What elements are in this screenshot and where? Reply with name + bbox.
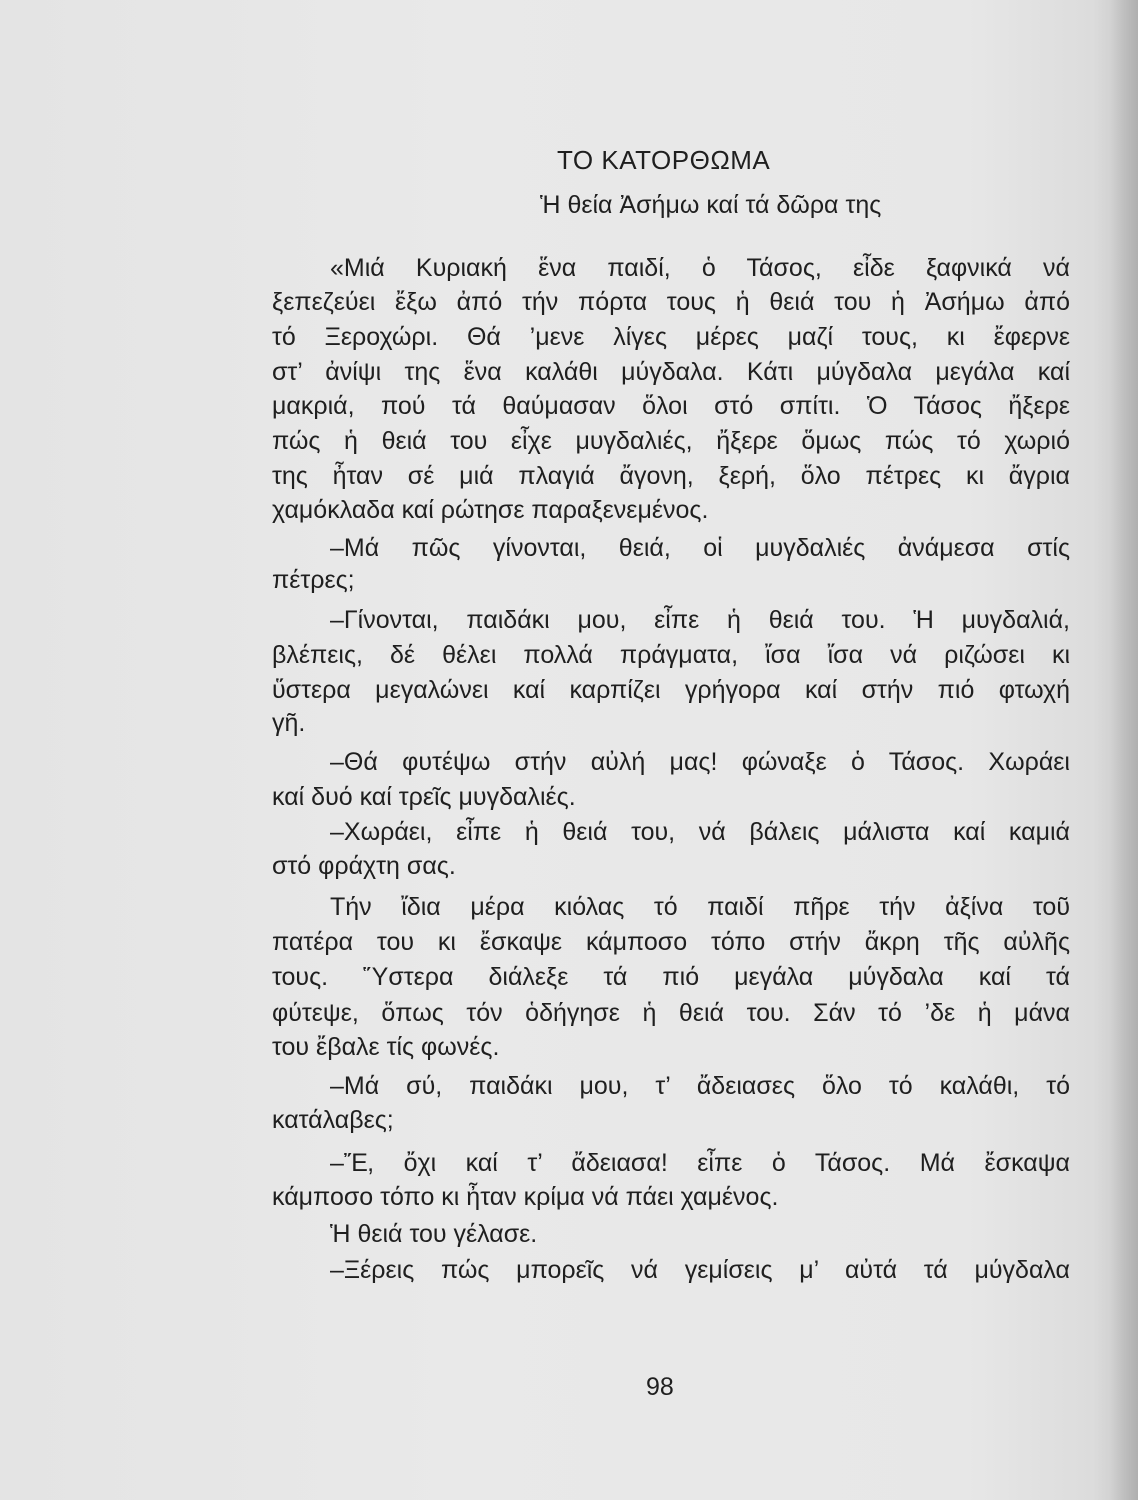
text-line: τους. Ὕστερα διάλεξε τά πιό μεγάλα μύγδαλα καί τά — [272, 963, 1070, 991]
chapter-subtitle: Ἡ θεία Ἀσήμω καί τά δῶρα της — [540, 191, 882, 219]
text-line: Τήν ἴδια μέρα κιόλας τό παιδί πῆρε τήν ἀξίνα τοῦ — [330, 893, 1070, 921]
text-line: πέτρες; — [272, 566, 355, 594]
page-number: 98 — [646, 1373, 674, 1401]
text-line: –Μά πῶς γίνονται, θειά, οἱ μυγδαλιές ἀνάμεσα στίς — [330, 534, 1070, 562]
text-line: χαμόκλαδα καί ρώτησε παραξενεμένος. — [272, 496, 709, 524]
text-line: ὕστερα μεγαλώνει καί καρπίζει γρήγορα καί στήν πιό φτωχή — [272, 676, 1070, 704]
text-line: γῆ. — [272, 709, 306, 737]
text-line: καί δυό καί τρεῖς μυγδαλιές. — [272, 783, 576, 811]
page-edge-shadow — [1110, 0, 1138, 1500]
text-line: του ἔβαλε τίς φωνές. — [272, 1033, 500, 1061]
text-line: –Θά φυτέψω στήν αὐλή μας! φώναξε ὁ Τάσος. Χωράει — [330, 748, 1070, 776]
text-line: στ’ ἀνίψι της ἕνα καλάθι μύγδαλα. Κάτι μύγδαλα μεγάλα καί — [272, 358, 1070, 386]
text-line: –Γίνονται, παιδάκι μου, εἶπε ἡ θειά του. Ἡ μυγδαλιά, — [330, 606, 1070, 634]
text-line: ξεπεζεύει ἔξω ἀπό τήν πόρτα τους ἡ θειά του ἡ Ἀσήμω ἀπό — [272, 288, 1070, 316]
text-line: κατάλαβες; — [272, 1106, 394, 1134]
text-line: –Μά σύ, παιδάκι μου, τ’ ἄδειασες ὅλο τό καλάθι, τό — [330, 1072, 1070, 1100]
text-line: κάμποσο τόπο κι ἦταν κρίμα νά πάει χαμένος. — [272, 1183, 779, 1211]
text-line: τό Ξεροχώρι. Θά ’μενε λίγες μέρες μαζί τους, κι ἔφερνε — [272, 323, 1070, 351]
text-line: της ἦταν σέ μιά πλαγιά ἄγονη, ξερή, ὅλο πέτρες κι ἄγρια — [272, 462, 1070, 490]
text-line: στό φράχτη σας. — [272, 852, 456, 880]
text-line: –Ξέρεις πώς μπορεῖς νά γεμίσεις μ’ αὐτά τά μύγδαλα — [330, 1256, 1070, 1284]
text-line: πώς ἡ θειά του εἶχε μυγδαλιές, ἤξερε ὅμως πώς τό χωριό — [272, 427, 1070, 455]
text-line: Ἡ θειά του γέλασε. — [330, 1220, 538, 1248]
text-line: «Μιά Κυριακή ἕνα παιδί, ὁ Τάσος, εἶδε ξαφνικά νά — [330, 254, 1070, 282]
text-line: –Χωράει, εἶπε ἡ θειά του, νά βάλεις μάλιστα καί καμιά — [330, 818, 1070, 846]
text-line: βλέπεις, δέ θέλει πολλά πράγματα, ἴσα ἴσα νά ριζώσει κι — [272, 641, 1070, 669]
chapter-title: ΤΟ ΚΑΤΟΡΘΩΜΑ — [557, 145, 771, 175]
text-line: μακριά, πού τά θαύμασαν ὅλοι στό σπίτι. Ὁ Τάσος ἤξερε — [272, 392, 1070, 420]
text-line: φύτεψε, ὅπως τόν ὁδήγησε ἡ θειά του. Σάν τό ’δε ἡ μάνα — [272, 999, 1070, 1027]
text-line: –Ἔ, ὄχι καί τ’ ἄδειασα! εἶπε ὁ Τάσος. Μά ἔσκαψα — [330, 1149, 1070, 1177]
text-line: πατέρα του κι ἔσκαψε κάμποσο τόπο στήν ἄκρη τῆς αὐλῆς — [272, 928, 1070, 956]
